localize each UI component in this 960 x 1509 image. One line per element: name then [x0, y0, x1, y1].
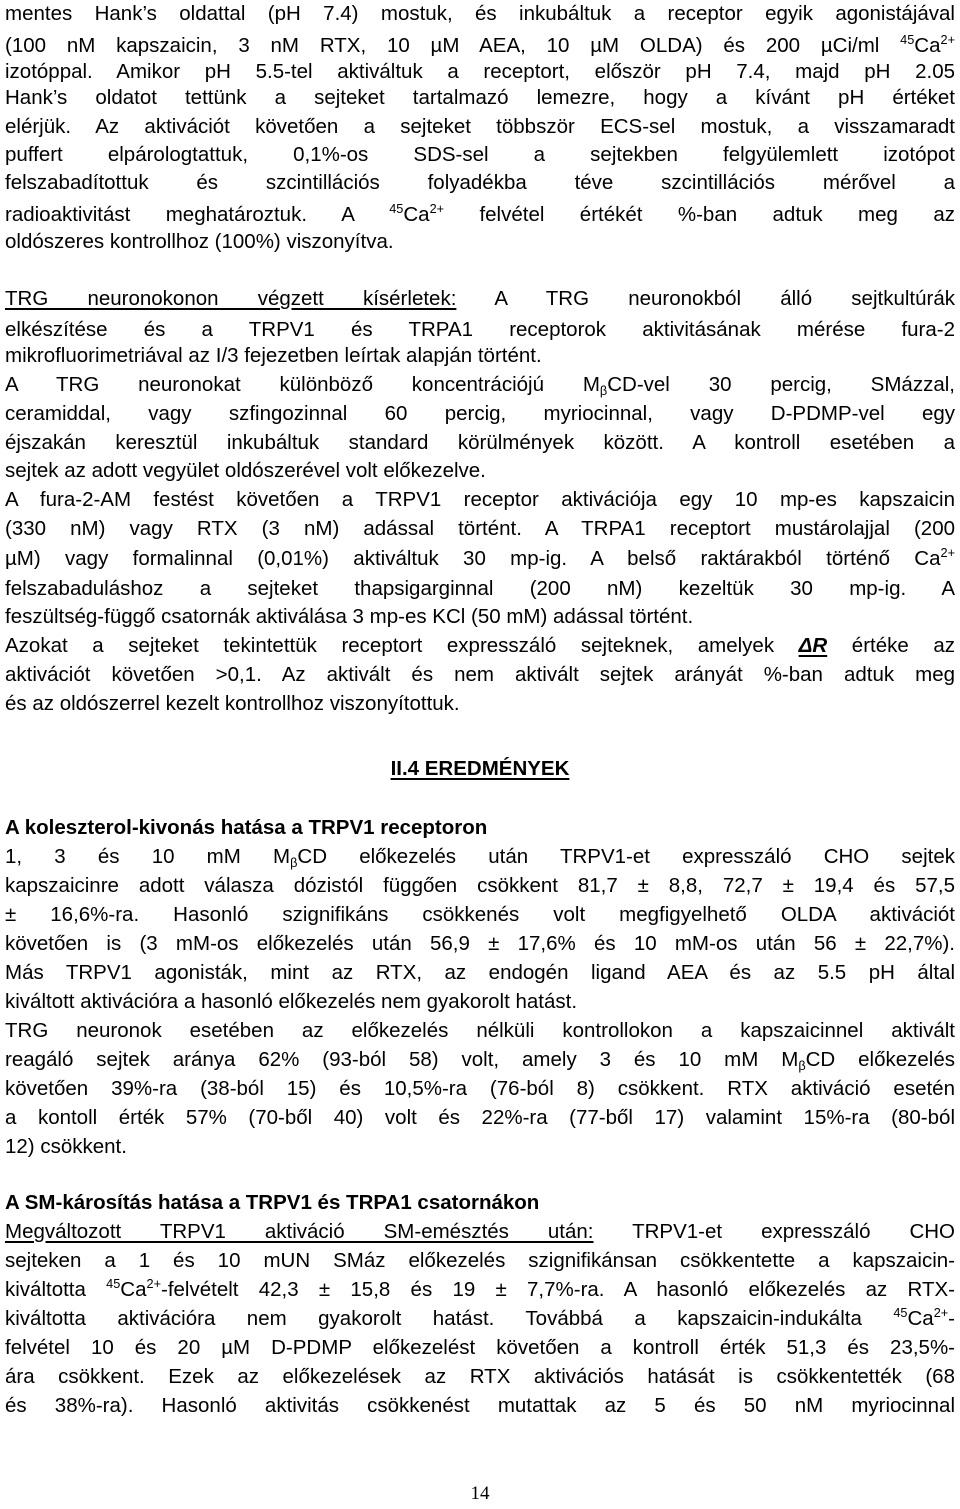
- text-line: elérjük. Az aktivációt követően a sejteket többször ECS-sel mostuk, a visszamaradt: [5, 115, 955, 138]
- section-title: II.4 EREDMÉNYEK: [390, 757, 570, 780]
- text-line: A fura-2-AM festést követően a TRPV1 receptor aktivációja egy 10 mp-es kapszaicin: [5, 488, 955, 511]
- text-line: sejteken a 1 és 10 mUN SMáz előkezelés szignifikánsan csökkentette a kapszaicin-: [5, 1249, 955, 1272]
- text-line: Hank’s oldatot tettünk a sejteket tartalmazó lemezre, hogy a kívánt pH értéket: [5, 86, 955, 109]
- text-line: reagáló sejtek aránya 62% (93-ból 58) volt, amely 3 és 10 mM $M_\beta CD$ előkezelés: [5, 1048, 956, 1074]
- text-line: feszültség-függő csatornák aktiválása 3 mp-es KCl (50 mM) adással történt.: [5, 605, 694, 628]
- text-line: sejtek az adott vegyület oldószerével volt előkezelve.: [5, 459, 486, 482]
- text-line: követően 39%-ra (38-ból 15) és 10,5%-ra (76-ból 8) csökkent. RTX aktiváció esetén: [5, 1077, 955, 1100]
- page-number: 14: [470, 1483, 490, 1504]
- isotope-superscript: 45: [893, 1305, 908, 1321]
- charge-superscript: 2+: [933, 1305, 949, 1321]
- beta-subscript: β: [290, 855, 298, 871]
- finding-heading: Megváltozott TRPV1 aktiváció SM-emésztés után:: [5, 1220, 594, 1243]
- delta-r-symbol: ΔR: [798, 634, 828, 657]
- text-line: µM) vagy formalinnal (0,01%) aktiváltuk 30 mp-ig. A belső raktárakból történő $Ca^{2+}$: [5, 545, 955, 570]
- text-line: Más TRPV1 agonisták, mint az RTX, az endogén ligand AEA és az 5.5 pH által: [5, 961, 955, 984]
- subsection-title: A koleszterol-kivonás hatása a TRPV1 receptoron: [5, 816, 488, 839]
- text-line: oldószeres kontrollhoz (100%) viszonyítva.: [5, 230, 394, 253]
- charge-superscript: 2+: [940, 32, 955, 48]
- text-line: ára csökkent. Ezek az előkezelések az RTX aktivációs hatását is csökkentették (68: [5, 1365, 955, 1388]
- text-line: felszabaduláshoz a sejteket thapsigarginnal (200 nM) kezeltük 30 mp-ig. A: [5, 577, 955, 600]
- subsection-title: A SM-károsítás hatása a TRPV1 és TRPA1 csatornákon: [5, 1191, 540, 1214]
- subsection-heading: TRG neuronokonon végzett kísérletek:: [5, 287, 457, 310]
- text-line: TRG neuronok esetében az előkezelés nélküli kontrollokon a kapszaicinnel aktivált: [5, 1019, 955, 1042]
- charge-superscript: 2+: [429, 201, 445, 217]
- text-line: elkészítése és a TRPV1 és TRPA1 receptorok aktivitásának mérése fura-2: [5, 318, 955, 341]
- charge-superscript: 2+: [146, 1276, 161, 1292]
- text-line: puffert elpárologtattuk, 0,1%-os SDS-sel a sejtekben felgyülemlett izotópot: [5, 143, 955, 166]
- text-line: felvétel 10 és 20 µM D-PDMP előkezelést követően a kontroll érték 51,3 és 23,5%-: [5, 1336, 955, 1359]
- text-line: kiváltotta aktivációra nem gyakorolt hatást. Továbbá a kapszaicin-indukálta $^{45}Ca^{2+}-$: [5, 1305, 955, 1330]
- text-line: és 38%-ra). Hasonló aktivitás csökkenést mutattak az 5 és 50 nM myriocinnal: [5, 1394, 955, 1417]
- text-line: felszabadítottuk és szcintillációs folyadékba téve szcintillációs mérővel a: [5, 171, 955, 194]
- text-line: 1, 3 és 10 mM $M_\beta CD$ előkezelés után TRPV1-et expresszáló CHO sejtek: [5, 845, 955, 871]
- text-line: mikrofluorimetriával az I/3 fejezetben leírtak alapján történt.: [5, 344, 542, 367]
- isotope-superscript: 45: [389, 201, 404, 217]
- text-line: kiváltott aktivációra a hasonló előkezelés nem gyakorolt hatást.: [5, 990, 578, 1013]
- text-line: éjszakán keresztül inkubáltuk standard körülmények között. A kontroll esetében a: [5, 431, 955, 454]
- text-line: ceramiddal, vagy szfingozinnal 60 percig, myriocinnal, vagy D-PDMP-vel egy: [5, 402, 955, 425]
- text-line: kiváltotta $^{45}Ca^{2+}$-felvételt 42,3 ± 15,8 és 19 ± 7,7%-ra. A hasonló előkezelés az RTX-: [5, 1276, 955, 1301]
- text-line: izotóppal. Amikor pH 5.5-tel aktiváltuk a receptort, először pH 7.4, majd pH 2.05: [5, 60, 955, 83]
- text-line: A TRG neuronokat különböző koncentrációjú $M_\beta CD$-vel 30 percig, SMázzal,: [5, 373, 955, 399]
- text-line: 12) csökkent.: [5, 1135, 127, 1158]
- text-line: TRG neuronokonon végzett kísérletek: A TRG neuronokból álló sejtkultúrák: [5, 287, 955, 310]
- text-line: ± 16,6%-ra. Hasonló szignifikáns csökkenés volt megfigyelhető OLDA aktivációt: [5, 903, 955, 926]
- text-line: (330 nM) vagy RTX (3 nM) adással történt. A TRPA1 receptort mustárolajjal (200: [5, 517, 955, 540]
- text-line: kapszaicinre adott válasza dózistól függően csökkent 81,7 ± 8,8, 72,7 ± 19,4 és 57,5: [5, 874, 955, 897]
- beta-subscript: β: [599, 383, 608, 399]
- text-line: radioaktivitást meghatároztuk. A $^{45}Ca^{2+}$ felvétel értékét %-ban adtuk meg az: [5, 201, 955, 226]
- text-line: mentes Hank’s oldattal (pH 7.4) mostuk, és inkubáltuk a receptor egyik agonistájával: [5, 2, 955, 25]
- text-line: (100 nM kapszaicin, 3 nM RTX, 10 µM AEA, 10 µM OLDA) és 200 µCi/ml $^{45}Ca^{2+}$: [5, 32, 955, 57]
- text-line: aktivációt követően >0,1. Az aktivált és nem aktivált sejtek arányát %-ban adtuk meg: [5, 663, 955, 686]
- beta-subscript: β: [798, 1058, 806, 1074]
- text-line: követően is (3 mM-os előkezelés után 56,9 ± 17,6% és 10 mM-os után 56 ± 22,7%).: [5, 932, 955, 955]
- text-line: a kontoll érték 57% (70-ből 40) volt és 22%-ra (77-ből 17) valamint 15%-ra (80-ból: [5, 1106, 955, 1129]
- text-line: Azokat a sejteket tekintettük receptort expresszáló sejteknek, amelyek ΔR értéke az: [5, 634, 955, 657]
- charge-superscript: 2+: [940, 545, 955, 561]
- isotope-superscript: 45: [106, 1276, 121, 1292]
- isotope-superscript: 45: [900, 32, 915, 48]
- text-line: Megváltozott TRPV1 aktiváció SM-emésztés után: TRPV1-et expresszáló CHO: [5, 1220, 955, 1243]
- text-line: és az oldószerrel kezelt kontrollhoz viszonyítottuk.: [5, 692, 460, 715]
